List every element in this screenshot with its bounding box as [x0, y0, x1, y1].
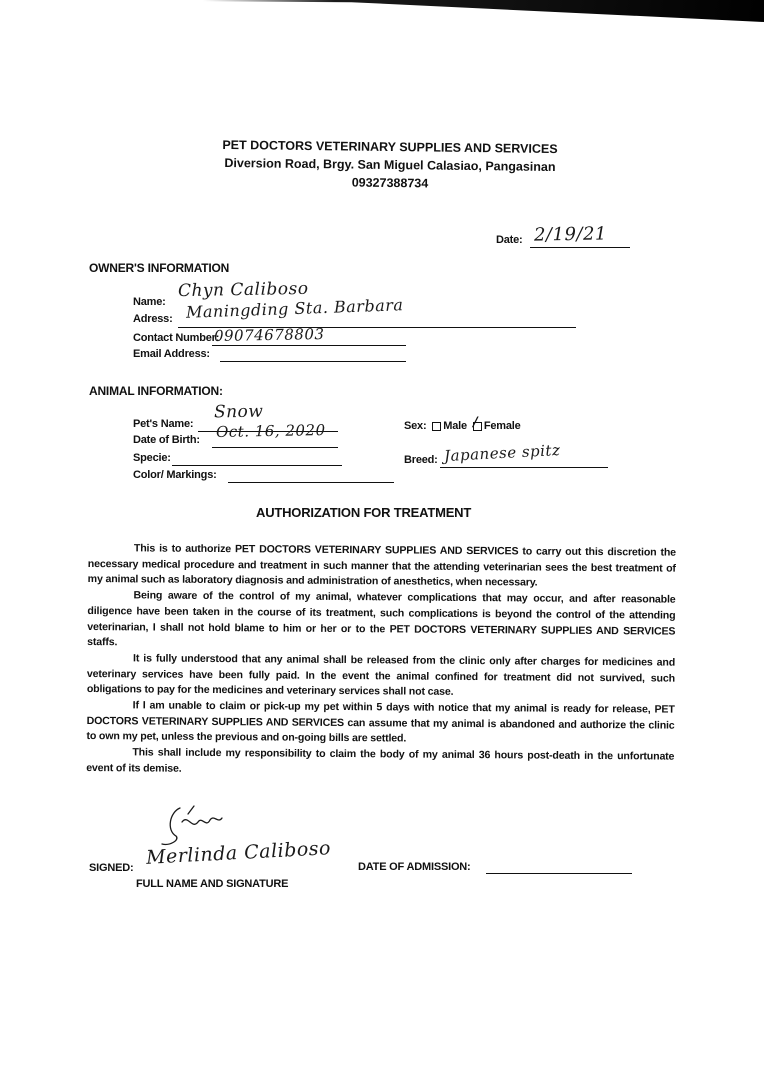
sex-field	[404, 414, 521, 432]
scan-edge-shadow	[0, 0, 764, 22]
sex-male-label: Male	[443, 420, 467, 432]
pet-name-label: Pet's Name:	[133, 418, 194, 430]
authorization-paragraph: If I am unable to claim or pick-up my pet within 5 days with notice that my animal is ready for release, PET DOCTORS VETERINARY SUPPLIES AND SERVICES can assume that my animal is abandoned and authorize the clinic to own my pet, unless the previous and on-going bills are settled.	[86, 699, 675, 745]
breed-value[interactable]: Japanese spitz	[443, 440, 561, 466]
date-line	[530, 247, 630, 248]
owner-contact-line	[212, 345, 406, 346]
date-label: Date:	[496, 234, 523, 246]
owner-address-label: Adress:	[133, 313, 173, 325]
owner-section-title: OWNER'S INFORMATION	[89, 261, 230, 275]
authorization-paragraph: This shall include my responsibility to claim the body of my animal 36 hours post-death in the unfortunate event of its demise.	[86, 746, 675, 775]
breed-label: Breed:	[404, 454, 438, 466]
company-phone: 09327388734	[351, 175, 429, 191]
sex-male-checkbox[interactable]	[432, 422, 441, 431]
authorization-paragraph: This is to authorize PET DOCTORS VETERINARY SUPPLIES AND SERVICES to carry out this discretion the necessary medical procedure and treatment in such manner that the attending veterinarian sees the best treatment of my animal such as laboratory diagnosis and administration of anesthetics, when necessary.	[87, 542, 676, 589]
authorization-paragraph: Being aware of the control of my animal, whatever complications that may occur, and after reasonable diligence have been taken in the course of its treatment, such complications is beyond the control of the attending veterinarian, I shall not hold blame to him or her or to the PET DOCTORS VETERINARY SUPPLIES AND SERVICES staffs.	[87, 589, 676, 649]
company-name: PET DOCTORS VETERINARY SUPPLIES AND SERVICES	[222, 137, 558, 157]
authorization-title: AUTHORIZATION FOR TREATMENT	[256, 505, 472, 520]
sex-label: Sex:	[404, 420, 427, 432]
dob-value[interactable]: Oct. 16, 2020	[215, 421, 326, 441]
breed-line	[440, 467, 608, 468]
company-address: Diversion Road, Brgy. San Miguel Calasiao, Pangasinan	[224, 155, 556, 175]
signed-label: SIGNED:	[89, 862, 134, 874]
color-markings-label: Color/ Markings:	[133, 469, 217, 481]
owner-name-value[interactable]: Chyn Caliboso	[177, 278, 309, 302]
pet-name-value[interactable]: Snow	[213, 401, 264, 423]
dob-line	[212, 447, 338, 448]
sex-female-label: Female	[483, 420, 521, 432]
authorization-body	[86, 541, 676, 781]
admission-date-label: DATE OF ADMISSION:	[358, 861, 471, 873]
admission-date-line[interactable]	[486, 873, 632, 874]
specie-label: Specie:	[133, 452, 171, 464]
owner-contact-value[interactable]: 09074678803	[213, 325, 325, 345]
owner-email-label: Email Address:	[133, 348, 210, 360]
owner-contact-label: Contact Number:	[133, 332, 220, 344]
signed-value[interactable]: Merlinda Caliboso	[145, 837, 332, 869]
dob-label: Date of Birth:	[133, 434, 200, 446]
signature-caption: FULL NAME AND SIGNATURE	[136, 878, 289, 890]
animal-section-title: ANIMAL INFORMATION:	[89, 384, 223, 398]
specie-line[interactable]	[172, 465, 342, 466]
date-value[interactable]: 2/19/21	[533, 223, 608, 246]
authorization-paragraph: It is fully understood that any animal shall be released from the clinic only after charges for medicines and veterinary services have been fully paid. In the event the animal confined for treatment did not survived, such obligations to pay for the medicines and veterinary services shall not case.	[86, 652, 676, 699]
owner-address-value[interactable]: Maningding Sta. Barbara	[185, 295, 404, 322]
sex-female-checkbox[interactable]: /	[473, 422, 482, 431]
color-markings-line[interactable]	[228, 482, 394, 483]
owner-name-label: Name:	[133, 296, 166, 308]
owner-email-line[interactable]	[220, 361, 406, 362]
